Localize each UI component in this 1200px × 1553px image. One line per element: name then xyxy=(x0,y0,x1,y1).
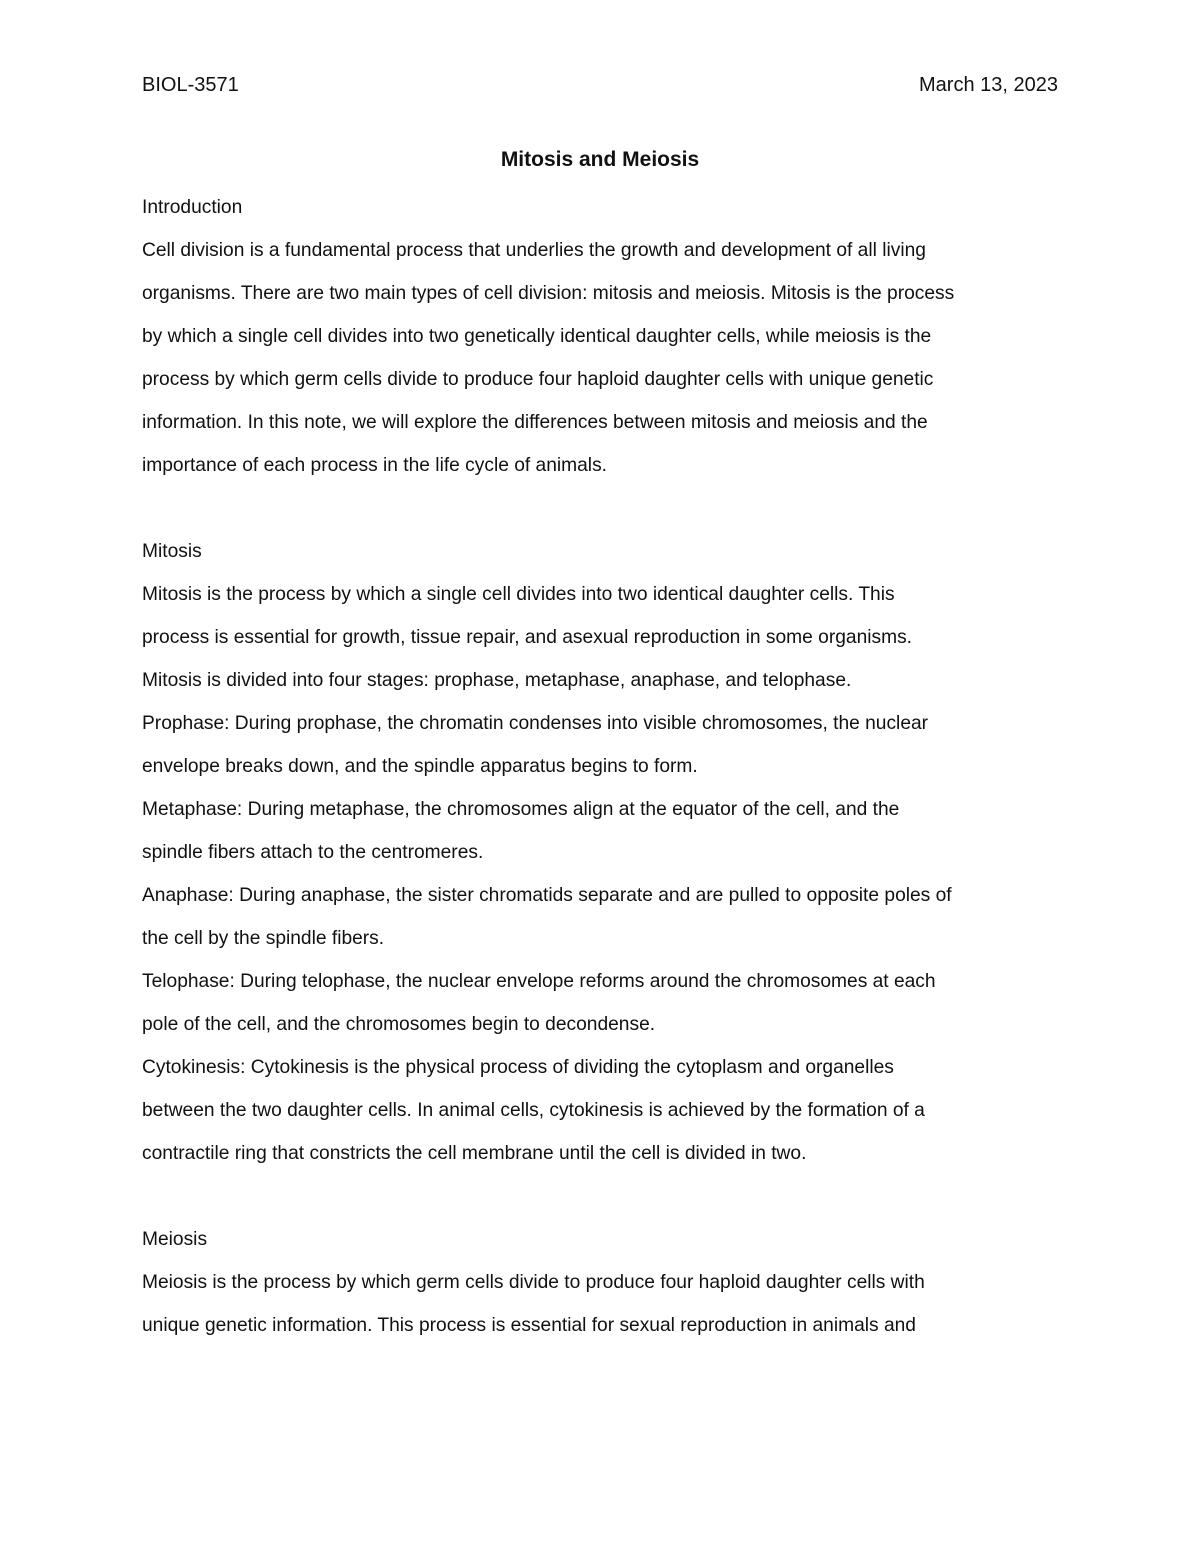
document-title: Mitosis and Meiosis xyxy=(500,148,700,171)
paragraph-line: contractile ring that constricts the cell membrane until the cell is divided in two. xyxy=(142,1143,807,1164)
page-header xyxy=(142,70,1058,100)
paragraph-line: Metaphase: During metaphase, the chromosomes align at the equator of the cell, and the xyxy=(142,799,900,820)
paragraph-line: information. In this note, we will explore the differences between mitosis and meiosis and the xyxy=(142,412,928,433)
section-heading-meiosis: Meiosis xyxy=(142,1229,208,1250)
paragraph-line: Prophase: During prophase, the chromatin condenses into visible chromosomes, the nuclear xyxy=(142,713,929,734)
paragraph-line: by which a single cell divides into two genetically identical daughter cells, while meiosis is the xyxy=(142,326,932,347)
section-heading-introduction: Introduction xyxy=(142,197,243,218)
paragraph-line: organisms. There are two main types of cell division: mitosis and meiosis. Mitosis is the process xyxy=(142,283,955,304)
paragraph-line: envelope breaks down, and the spindle apparatus begins to form. xyxy=(142,756,698,777)
paragraph-line: Telophase: During telophase, the nuclear envelope reforms around the chromosomes at each xyxy=(142,971,936,992)
paragraph-line: the cell by the spindle fibers. xyxy=(142,928,385,949)
section-spacer xyxy=(142,1175,1058,1218)
paragraph-line: importance of each process in the life cycle of animals. xyxy=(142,455,607,476)
paragraph-line: process is essential for growth, tissue repair, and asexual reproduction in some organisms. xyxy=(142,627,913,648)
section-spacer xyxy=(142,487,1058,530)
paragraph-line: Cell division is a fundamental process that underlies the growth and development of all living xyxy=(142,240,926,261)
paragraph-line: Cytokinesis: Cytokinesis is the physical process of dividing the cytoplasm and organelles xyxy=(142,1057,894,1078)
paragraph-line: between the two daughter cells. In animal cells, cytokinesis is achieved by the formation of a xyxy=(142,1100,925,1121)
document-body xyxy=(142,186,1058,1347)
paragraph-line: Meiosis is the process by which germ cells divide to produce four haploid daughter cells with xyxy=(142,1272,925,1293)
course-code: BIOL-3571 xyxy=(142,74,239,96)
paragraph-line: pole of the cell, and the chromosomes begin to decondense. xyxy=(142,1014,656,1035)
paragraph-line: Mitosis is divided into four stages: prophase, metaphase, anaphase, and telophase. xyxy=(142,670,852,691)
paragraph-line: process by which germ cells divide to produce four haploid daughter cells with unique genetic xyxy=(142,369,934,390)
section-heading-mitosis: Mitosis xyxy=(142,541,202,562)
paragraph-line: unique genetic information. This process is essential for sexual reproduction in animals and xyxy=(142,1315,916,1336)
paragraph-line: spindle fibers attach to the centromeres. xyxy=(142,842,484,863)
document-date: March 13, 2023 xyxy=(919,74,1058,96)
paragraph-line: Anaphase: During anaphase, the sister chromatids separate and are pulled to opposite poles of xyxy=(142,885,952,906)
paragraph-line: Mitosis is the process by which a single cell divides into two identical daughter cells. This xyxy=(142,584,895,605)
